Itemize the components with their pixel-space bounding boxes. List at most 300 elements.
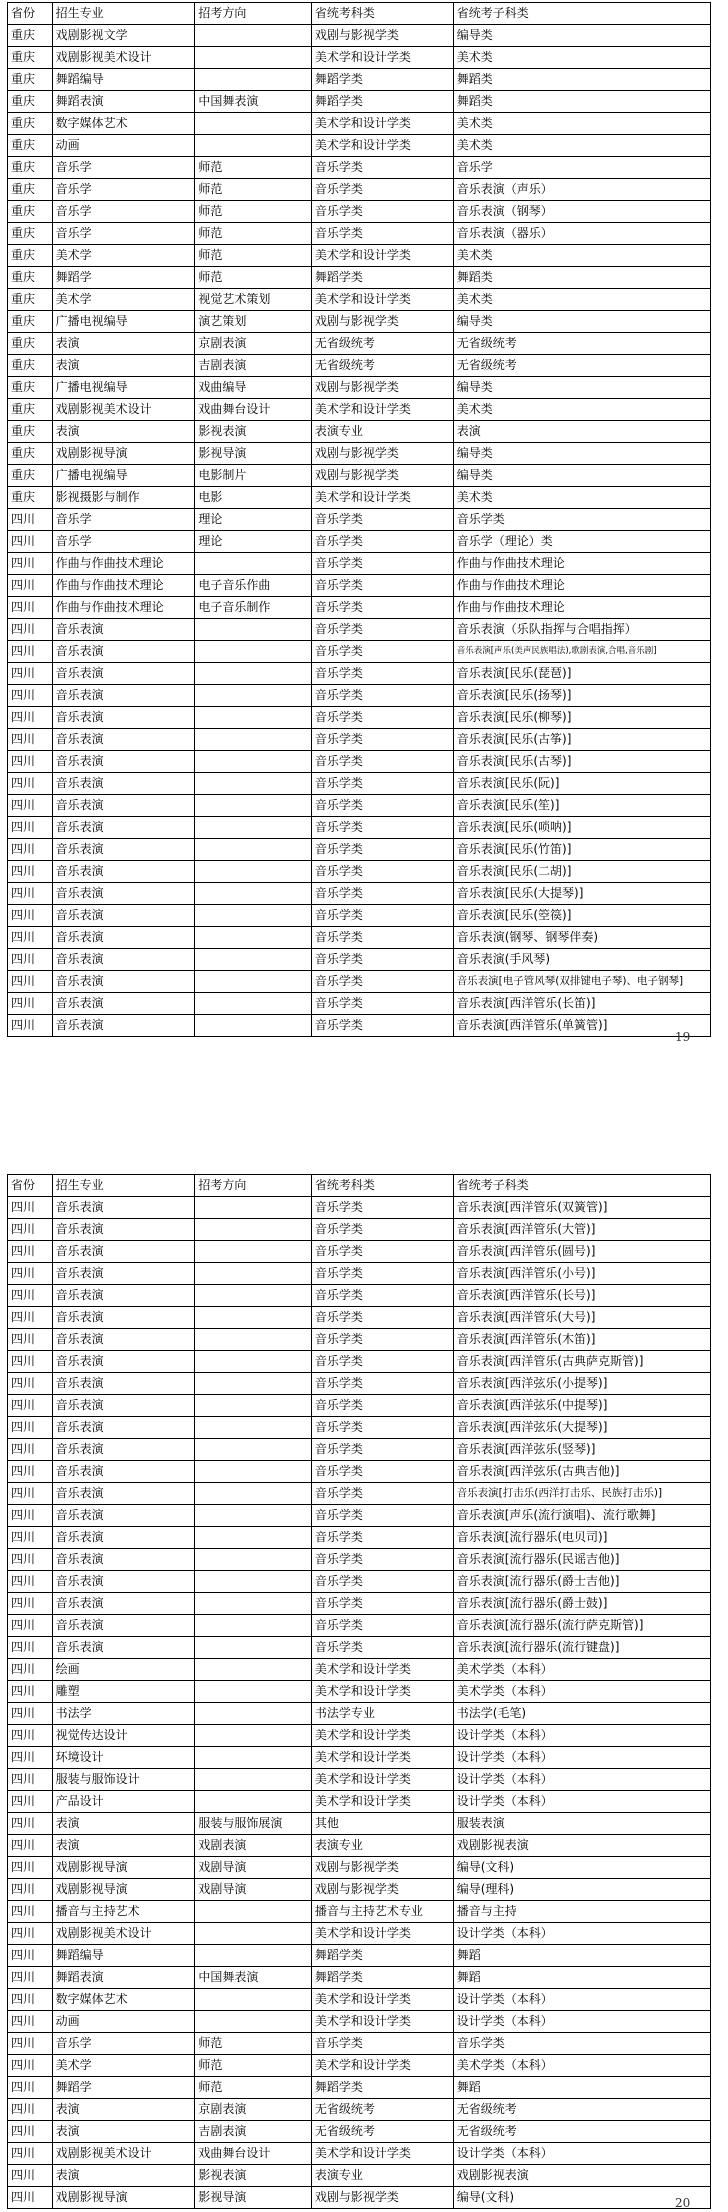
exam-subcategory-cell: 作曲与作曲技术理论 — [453, 597, 710, 619]
province-cell: 四川 — [8, 729, 53, 751]
major-cell: 音乐表演 — [52, 883, 195, 905]
exam-category-cell: 音乐学类 — [311, 685, 453, 707]
major-cell: 音乐学 — [52, 157, 195, 179]
province-cell: 四川 — [8, 597, 53, 619]
direction-cell — [195, 949, 311, 971]
table-row — [8, 817, 711, 839]
exam-category-cell: 戏剧与影视学类 — [311, 443, 453, 465]
direction-cell: 戏剧表演 — [195, 1835, 311, 1857]
major-cell: 表演 — [52, 421, 195, 443]
exam-category-cell: 美术学和设计学类 — [311, 1747, 453, 1769]
province-cell: 四川 — [8, 1769, 53, 1791]
direction-cell: 电子音乐作曲 — [195, 575, 311, 597]
province-cell: 四川 — [8, 1945, 53, 1967]
exam-subcategory-cell: 音乐表演[民乐(箜篌)] — [453, 905, 710, 927]
exam-category-cell: 音乐学类 — [311, 795, 453, 817]
exam-subcategory-cell: 无省级统考 — [453, 333, 710, 355]
exam-category-cell: 表演专业 — [311, 421, 453, 443]
major-cell: 音乐表演 — [52, 1439, 195, 1461]
province-cell: 四川 — [8, 2143, 53, 2165]
province-cell: 四川 — [8, 1197, 53, 1219]
exam-category-cell: 表演专业 — [311, 2165, 453, 2187]
province-cell: 四川 — [8, 1263, 53, 1285]
major-cell: 表演 — [52, 355, 195, 377]
exam-category-cell: 美术学和设计学类 — [311, 135, 453, 157]
exam-subcategory-cell: 美术类 — [453, 113, 710, 135]
direction-cell — [195, 1593, 311, 1615]
exam-category-cell: 戏剧与影视学类 — [311, 1879, 453, 1901]
exam-category-cell: 音乐学类 — [311, 1593, 453, 1615]
major-cell: 书法学 — [52, 1703, 195, 1725]
exam-subcategory-cell: 美术学类（本科） — [453, 1659, 710, 1681]
exam-category-cell: 音乐学类 — [311, 201, 453, 223]
exam-category-cell: 无省级统考 — [311, 2121, 453, 2143]
exam-subcategory-cell: 音乐表演[流行器乐(爵士鼓)] — [453, 1593, 710, 1615]
major-cell: 戏剧影视美术设计 — [52, 399, 195, 421]
major-cell: 影视摄影与制作 — [52, 487, 195, 509]
major-cell: 雕塑 — [52, 1681, 195, 1703]
header-cell: 招生专业 — [52, 1175, 195, 1197]
exam-category-cell: 播音与主持艺术专业 — [311, 1901, 453, 1923]
direction-cell — [195, 1769, 311, 1791]
direction-cell — [195, 1791, 311, 1813]
exam-category-cell: 音乐学类 — [311, 993, 453, 1015]
direction-cell — [195, 993, 311, 1015]
major-cell: 舞蹈学 — [52, 2077, 195, 2099]
province-cell: 四川 — [8, 1637, 53, 1659]
exam-subcategory-cell: 舞蹈类 — [453, 91, 710, 113]
exam-subcategory-cell: 音乐表演[民乐(阮)] — [453, 773, 710, 795]
header-row — [8, 1175, 711, 1197]
exam-subcategory-cell: 音乐表演[民乐(柳琴)] — [453, 707, 710, 729]
exam-category-cell: 音乐学类 — [311, 1373, 453, 1395]
major-cell: 戏剧影视导演 — [52, 2187, 195, 2209]
province-cell: 四川 — [8, 707, 53, 729]
province-cell: 四川 — [8, 1857, 53, 1879]
header-cell: 省份 — [8, 3, 53, 25]
major-cell: 广播电视编导 — [52, 465, 195, 487]
direction-cell — [195, 135, 311, 157]
province-cell: 重庆 — [8, 69, 53, 91]
exam-subcategory-cell: 音乐表演[民乐(唢呐)] — [453, 817, 710, 839]
exam-category-cell: 舞蹈学类 — [311, 2077, 453, 2099]
province-cell: 重庆 — [8, 25, 53, 47]
exam-subcategory-cell: 美术类 — [453, 135, 710, 157]
table-row — [8, 509, 711, 531]
exam-category-cell: 美术学和设计学类 — [311, 1989, 453, 2011]
table-row — [8, 1835, 711, 1857]
exam-subcategory-cell: 音乐表演[西洋管乐(长号)] — [453, 1285, 710, 1307]
province-cell: 四川 — [8, 1989, 53, 2011]
page-19-table — [7, 2, 711, 1037]
exam-subcategory-cell: 音乐表演[流行器乐(电贝司)] — [453, 1527, 710, 1549]
exam-subcategory-cell: 表演 — [453, 421, 710, 443]
direction-cell — [195, 1307, 311, 1329]
exam-subcategory-cell: 服装表演 — [453, 1813, 710, 1835]
table-row — [8, 971, 711, 993]
province-cell: 四川 — [8, 2011, 53, 2033]
exam-category-cell: 音乐学类 — [311, 619, 453, 641]
direction-cell: 中国舞表演 — [195, 91, 311, 113]
province-cell: 四川 — [8, 2165, 53, 2187]
exam-subcategory-cell: 音乐表演[声乐(流行演唱)、流行歌舞] — [453, 1505, 710, 1527]
table-row — [8, 1857, 711, 1879]
province-cell: 四川 — [8, 1901, 53, 1923]
exam-subcategory-cell: 编导类 — [453, 443, 710, 465]
exam-category-cell: 音乐学类 — [311, 1307, 453, 1329]
major-cell: 音乐学 — [52, 2033, 195, 2055]
exam-subcategory-cell: 音乐表演[西洋弦乐(古典吉他)] — [453, 1461, 710, 1483]
exam-category-cell: 舞蹈学类 — [311, 69, 453, 91]
exam-subcategory-cell: 舞蹈 — [453, 1967, 710, 1989]
direction-cell — [195, 839, 311, 861]
major-cell: 音乐表演 — [52, 1461, 195, 1483]
direction-cell: 影视导演 — [195, 2187, 311, 2209]
table-row — [8, 2055, 711, 2077]
major-cell: 音乐学 — [52, 531, 195, 553]
major-cell: 音乐表演 — [52, 1241, 195, 1263]
major-cell: 戏剧影视美术设计 — [52, 2143, 195, 2165]
exam-category-cell: 音乐学类 — [311, 1351, 453, 1373]
major-cell: 绘画 — [52, 1659, 195, 1681]
major-cell: 环境设计 — [52, 1747, 195, 1769]
exam-category-cell: 音乐学类 — [311, 641, 453, 663]
province-cell: 四川 — [8, 663, 53, 685]
exam-subcategory-cell: 设计学类（本科） — [453, 1769, 710, 1791]
exam-subcategory-cell: 音乐表演(手风琴) — [453, 949, 710, 971]
exam-category-cell: 美术学和设计学类 — [311, 1923, 453, 1945]
exam-category-cell: 音乐学类 — [311, 773, 453, 795]
exam-category-cell: 音乐学类 — [311, 1637, 453, 1659]
exam-category-cell: 音乐学类 — [311, 1505, 453, 1527]
exam-subcategory-cell: 音乐学类 — [453, 2033, 710, 2055]
exam-category-cell: 音乐学类 — [311, 927, 453, 949]
direction-cell — [195, 1015, 311, 1037]
province-cell: 四川 — [8, 1329, 53, 1351]
table-row — [8, 245, 711, 267]
province-cell: 四川 — [8, 553, 53, 575]
exam-category-cell: 音乐学类 — [311, 1329, 453, 1351]
direction-cell — [195, 1373, 311, 1395]
major-cell: 舞蹈编导 — [52, 1945, 195, 1967]
exam-category-cell: 美术学和设计学类 — [311, 487, 453, 509]
direction-cell: 戏曲舞台设计 — [195, 399, 311, 421]
table-row — [8, 1879, 711, 1901]
exam-subcategory-cell: 美术类 — [453, 487, 710, 509]
exam-category-cell: 舞蹈学类 — [311, 1967, 453, 1989]
exam-subcategory-cell: 美术学类（本科） — [453, 2055, 710, 2077]
table-row — [8, 1285, 711, 1307]
direction-cell — [195, 773, 311, 795]
table-row — [8, 1439, 711, 1461]
exam-subcategory-cell: 编导类 — [453, 311, 710, 333]
exam-category-cell: 戏剧与影视学类 — [311, 377, 453, 399]
table-row — [8, 1659, 711, 1681]
exam-category-cell: 音乐学类 — [311, 1461, 453, 1483]
province-cell: 四川 — [8, 795, 53, 817]
direction-cell — [195, 1329, 311, 1351]
table-row — [8, 1395, 711, 1417]
major-cell: 舞蹈编导 — [52, 69, 195, 91]
exam-subcategory-cell: 音乐表演[西洋管乐(双簧管)] — [453, 1197, 710, 1219]
exam-category-cell: 音乐学类 — [311, 1615, 453, 1637]
province-cell: 重庆 — [8, 157, 53, 179]
exam-subcategory-cell: 编导(文科) — [453, 1857, 710, 1879]
table-row — [8, 1813, 711, 1835]
exam-category-cell: 美术学和设计学类 — [311, 2055, 453, 2077]
province-cell: 重庆 — [8, 245, 53, 267]
major-cell: 戏剧影视美术设计 — [52, 1923, 195, 1945]
province-cell: 四川 — [8, 1593, 53, 1615]
direction-cell — [195, 1241, 311, 1263]
major-cell: 音乐表演 — [52, 1373, 195, 1395]
direction-cell — [195, 47, 311, 69]
exam-subcategory-cell: 音乐学类 — [453, 509, 710, 531]
exam-subcategory-cell: 音乐表演[流行器乐(流行萨克斯管)] — [453, 1615, 710, 1637]
direction-cell — [195, 729, 311, 751]
header-cell: 省份 — [8, 1175, 53, 1197]
direction-cell — [195, 1549, 311, 1571]
province-cell: 四川 — [8, 685, 53, 707]
exam-subcategory-cell: 音乐表演[西洋管乐(木笛)] — [453, 1329, 710, 1351]
table-row — [8, 707, 711, 729]
table-row — [8, 795, 711, 817]
direction-cell — [195, 1461, 311, 1483]
table-row — [8, 47, 711, 69]
exam-subcategory-cell: 音乐学（理论）类 — [453, 531, 710, 553]
exam-subcategory-cell: 音乐表演[西洋弦乐(中提琴)] — [453, 1395, 710, 1417]
province-cell: 四川 — [8, 1923, 53, 1945]
major-cell: 数字媒体艺术 — [52, 1989, 195, 2011]
exam-category-cell: 音乐学类 — [311, 817, 453, 839]
major-cell: 音乐表演 — [52, 773, 195, 795]
province-cell: 四川 — [8, 1461, 53, 1483]
table-row — [8, 1681, 711, 1703]
exam-category-cell: 音乐学类 — [311, 1549, 453, 1571]
province-cell: 四川 — [8, 2077, 53, 2099]
exam-subcategory-cell: 设计学类（本科） — [453, 1923, 710, 1945]
direction-cell: 师范 — [195, 157, 311, 179]
major-cell: 音乐表演 — [52, 685, 195, 707]
major-cell: 戏剧影视导演 — [52, 1879, 195, 1901]
major-cell: 音乐表演 — [52, 971, 195, 993]
exam-category-cell: 音乐学类 — [311, 1417, 453, 1439]
province-cell: 四川 — [8, 1835, 53, 1857]
exam-subcategory-cell: 音乐表演[西洋管乐(小号)] — [453, 1263, 710, 1285]
exam-subcategory-cell: 设计学类（本科） — [453, 2011, 710, 2033]
exam-subcategory-cell: 美术类 — [453, 289, 710, 311]
table-row — [8, 2099, 711, 2121]
direction-cell — [195, 641, 311, 663]
table-row — [8, 421, 711, 443]
major-cell: 戏剧影视导演 — [52, 1857, 195, 1879]
exam-subcategory-cell: 音乐表演（乐队指挥与合唱指挥） — [453, 619, 710, 641]
exam-category-cell: 音乐学类 — [311, 707, 453, 729]
header-cell: 省统考子科类 — [453, 1175, 710, 1197]
direction-cell — [195, 1747, 311, 1769]
direction-cell — [195, 1505, 311, 1527]
exam-category-cell: 其他 — [311, 1813, 453, 1835]
province-cell: 重庆 — [8, 421, 53, 443]
exam-category-cell: 音乐学类 — [311, 597, 453, 619]
province-cell: 四川 — [8, 861, 53, 883]
exam-category-cell: 音乐学类 — [311, 1219, 453, 1241]
exam-subcategory-cell: 音乐表演[西洋管乐(圆号)] — [453, 1241, 710, 1263]
province-cell: 四川 — [8, 817, 53, 839]
table-row — [8, 663, 711, 685]
direction-cell — [195, 817, 311, 839]
province-cell: 重庆 — [8, 47, 53, 69]
exam-category-cell: 音乐学类 — [311, 1439, 453, 1461]
exam-subcategory-cell: 音乐表演[西洋弦乐(小提琴)] — [453, 1373, 710, 1395]
exam-subcategory-cell: 音乐表演[西洋管乐(单簧管)] — [453, 1015, 710, 1037]
province-cell: 重庆 — [8, 135, 53, 157]
province-cell: 重庆 — [8, 223, 53, 245]
exam-subcategory-cell: 编导类 — [453, 465, 710, 487]
exam-subcategory-cell: 音乐表演[流行器乐(爵士吉他)] — [453, 1571, 710, 1593]
table-row — [8, 1593, 711, 1615]
major-cell: 广播电视编导 — [52, 377, 195, 399]
table-row — [8, 1461, 711, 1483]
exam-category-cell: 音乐学类 — [311, 1197, 453, 1219]
direction-cell: 京剧表演 — [195, 2099, 311, 2121]
province-cell: 重庆 — [8, 201, 53, 223]
major-cell: 音乐表演 — [52, 993, 195, 1015]
table-row — [8, 223, 711, 245]
exam-subcategory-cell: 编导类 — [453, 25, 710, 47]
province-cell: 重庆 — [8, 311, 53, 333]
direction-cell — [195, 553, 311, 575]
province-cell: 四川 — [8, 2187, 53, 2209]
direction-cell — [195, 1483, 311, 1505]
exam-subcategory-cell: 音乐表演[民乐(竹笛)] — [453, 839, 710, 861]
table-row — [8, 1351, 711, 1373]
province-cell: 四川 — [8, 1351, 53, 1373]
major-cell: 表演 — [52, 1813, 195, 1835]
province-cell: 四川 — [8, 509, 53, 531]
direction-cell: 戏曲编导 — [195, 377, 311, 399]
province-cell: 重庆 — [8, 289, 53, 311]
exam-subcategory-cell: 音乐表演[民乐(笙)] — [453, 795, 710, 817]
exam-category-cell: 戏剧与影视学类 — [311, 465, 453, 487]
exam-category-cell: 音乐学类 — [311, 1571, 453, 1593]
table-row — [8, 905, 711, 927]
direction-cell: 理论 — [195, 509, 311, 531]
exam-category-cell: 表演专业 — [311, 1835, 453, 1857]
table-row — [8, 1329, 711, 1351]
major-cell: 美术学 — [52, 2055, 195, 2077]
exam-category-cell: 舞蹈学类 — [311, 91, 453, 113]
direction-cell — [195, 1725, 311, 1747]
major-cell: 音乐表演 — [52, 1549, 195, 1571]
direction-cell — [195, 1351, 311, 1373]
direction-cell: 师范 — [195, 2055, 311, 2077]
direction-cell: 师范 — [195, 179, 311, 201]
exam-subcategory-cell: 作曲与作曲技术理论 — [453, 575, 710, 597]
province-cell: 四川 — [8, 1505, 53, 1527]
exam-category-cell: 音乐学类 — [311, 751, 453, 773]
province-cell: 重庆 — [8, 487, 53, 509]
table-row — [8, 751, 711, 773]
exam-category-cell: 音乐学类 — [311, 553, 453, 575]
exam-category-cell: 音乐学类 — [311, 971, 453, 993]
major-cell: 表演 — [52, 333, 195, 355]
table-row — [8, 1637, 711, 1659]
exam-subcategory-cell: 音乐表演[电子管风琴(双排键电子琴)、电子钢琴] — [453, 971, 710, 993]
major-cell: 音乐表演 — [52, 663, 195, 685]
direction-cell — [195, 113, 311, 135]
table-row — [8, 1725, 711, 1747]
major-cell: 美术学 — [52, 245, 195, 267]
major-cell: 音乐表演 — [52, 1197, 195, 1219]
province-cell: 四川 — [8, 773, 53, 795]
direction-cell — [195, 905, 311, 927]
direction-cell: 戏曲舞台设计 — [195, 2143, 311, 2165]
table-row — [8, 1791, 711, 1813]
major-cell: 视觉传达设计 — [52, 1725, 195, 1747]
table-row — [8, 861, 711, 883]
direction-cell — [195, 1571, 311, 1593]
exam-category-cell: 戏剧与影视学类 — [311, 25, 453, 47]
exam-category-cell: 音乐学类 — [311, 575, 453, 597]
exam-subcategory-cell: 舞蹈类 — [453, 267, 710, 289]
exam-subcategory-cell: 书法学(毛笔) — [453, 1703, 710, 1725]
table-row — [8, 1769, 711, 1791]
major-cell: 音乐表演 — [52, 729, 195, 751]
table-row — [8, 1923, 711, 1945]
major-cell: 音乐表演 — [52, 1571, 195, 1593]
province-cell: 四川 — [8, 1703, 53, 1725]
direction-cell: 电影制片 — [195, 465, 311, 487]
table-row — [8, 135, 711, 157]
direction-cell: 视觉艺术策划 — [195, 289, 311, 311]
direction-cell: 师范 — [195, 223, 311, 245]
direction-cell: 京剧表演 — [195, 333, 311, 355]
table-row — [8, 1307, 711, 1329]
exam-category-cell: 音乐学类 — [311, 531, 453, 553]
major-cell: 音乐表演 — [52, 1307, 195, 1329]
exam-category-cell: 音乐学类 — [311, 157, 453, 179]
direction-cell — [195, 795, 311, 817]
major-cell: 表演 — [52, 2165, 195, 2187]
province-cell: 四川 — [8, 619, 53, 641]
major-cell: 音乐表演 — [52, 1285, 195, 1307]
exam-category-cell: 舞蹈学类 — [311, 267, 453, 289]
table-row — [8, 927, 711, 949]
direction-cell — [195, 1197, 311, 1219]
exam-category-cell: 音乐学类 — [311, 179, 453, 201]
exam-subcategory-cell: 设计学类（本科） — [453, 1747, 710, 1769]
major-cell: 作曲与作曲技术理论 — [52, 575, 195, 597]
table-row — [8, 465, 711, 487]
table-row — [8, 1197, 711, 1219]
province-cell: 重庆 — [8, 443, 53, 465]
province-cell: 四川 — [8, 839, 53, 861]
exam-category-cell: 音乐学类 — [311, 1483, 453, 1505]
table-row — [8, 619, 711, 641]
exam-subcategory-cell: 音乐表演[西洋弦乐(竖琴)] — [453, 1439, 710, 1461]
major-cell: 音乐表演 — [52, 1395, 195, 1417]
major-cell: 音乐学 — [52, 179, 195, 201]
table-row — [8, 113, 711, 135]
major-cell: 音乐表演 — [52, 1483, 195, 1505]
exam-subcategory-cell: 美术类 — [453, 245, 710, 267]
page-number: 19 — [675, 1030, 691, 1044]
major-cell: 音乐表演 — [52, 619, 195, 641]
major-cell: 音乐表演 — [52, 795, 195, 817]
major-cell: 音乐表演 — [52, 1527, 195, 1549]
exam-subcategory-cell: 设计学类（本科） — [453, 1989, 710, 2011]
